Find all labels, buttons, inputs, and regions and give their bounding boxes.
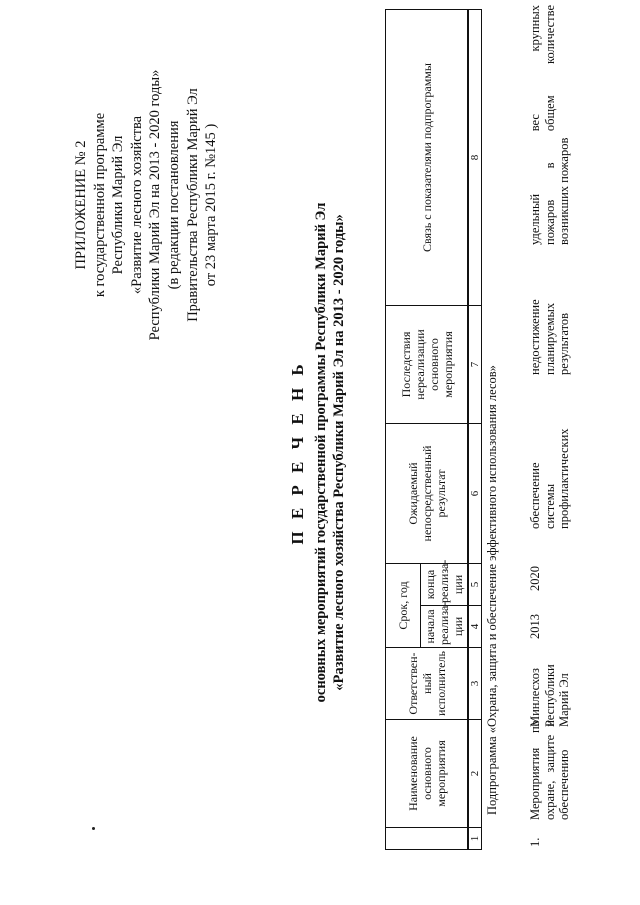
- column-number: 1: [468, 828, 482, 850]
- header-link: Связь с показателями подпрограммы: [386, 10, 469, 306]
- measure-name: [528, 720, 572, 820]
- appendix-line: от 23 марта 2015 г. №145 ): [203, 123, 220, 287]
- consequence-line: недостижение: [528, 299, 542, 375]
- measure-indicator-link: [528, 5, 572, 245]
- measure-start-year: 2013: [528, 614, 542, 639]
- measure-end-year: 2020: [528, 566, 542, 591]
- document-subtitle-line1: основных мероприятий государственной программы Республики Марий Эл: [313, 202, 329, 703]
- link-line: пожаров в общем количестве: [542, 5, 557, 245]
- appendix-block: [72, 25, 221, 385]
- header-result: Ожидаемый непосредственный результат: [386, 424, 469, 564]
- subprogram-heading: Подпрограмма «Охрана, защита и обеспечение эффективного использования лесов»: [485, 365, 499, 815]
- appendix-line: ПРИЛОЖЕНИЕ № 2: [73, 140, 89, 270]
- measure-executor: [528, 647, 572, 727]
- executor-line: Минлесхоз: [528, 668, 542, 727]
- appendix-line: Республики Марий Эл на 2013 - 2020 годы»: [147, 69, 164, 341]
- executor-line: Республики: [542, 664, 557, 727]
- appendix-line: Правительства Республики Марий Эл: [184, 88, 201, 322]
- document-title: П Е Р Е Ч Е Н Ь: [288, 360, 307, 545]
- appendix-line: к государственной программе: [91, 112, 108, 298]
- measure-name-line: обеспечению: [557, 749, 571, 820]
- appendix-line: (в редакции постановления: [165, 120, 182, 290]
- consequence-line: результатов: [557, 312, 571, 375]
- header-term: Срок, год: [386, 564, 421, 648]
- column-number: 3: [468, 648, 482, 720]
- column-number: 7: [468, 306, 482, 424]
- row-number: 1.: [528, 837, 542, 847]
- link-line: удельный вес крупных: [528, 5, 542, 245]
- header-executor: Ответствен-ный исполнитель: [386, 648, 469, 720]
- header-name: Наименование основного мероприятия: [386, 720, 469, 828]
- result-line: системы: [542, 483, 557, 529]
- header-start: начала реализа-ции: [421, 606, 469, 648]
- result-line: профилактических: [557, 428, 571, 529]
- appendix-line: «Развитие лесного хозяйства: [128, 115, 145, 295]
- measure-name-line: Мероприятия по: [528, 720, 542, 820]
- consequence-line: планируемых: [542, 302, 557, 375]
- scan-speck: [92, 827, 95, 830]
- result-line: обеспечение: [528, 462, 542, 529]
- measures-table: [385, 9, 482, 850]
- measure-consequence: [528, 265, 572, 375]
- column-number: 8: [468, 10, 482, 306]
- header-number-cell: [386, 828, 469, 850]
- measure-name-line: охране, защите и: [542, 720, 557, 820]
- header-consequence: Последствия нереализации основного мероприятия: [386, 306, 469, 424]
- column-number: 2: [468, 720, 482, 828]
- column-number: 6: [468, 424, 482, 564]
- measure-result: [528, 419, 572, 529]
- column-number: 4: [468, 606, 482, 648]
- appendix-line: Республики Марий Эл: [110, 135, 127, 275]
- document-subtitle-line2: «Развитие лесного хозяйства Республики Марий Эл на 2013 - 2020 годы»: [331, 214, 347, 691]
- column-number: 5: [468, 564, 482, 606]
- executor-line: Марий Эл: [557, 673, 571, 727]
- header-end: конца реализа-ции: [421, 564, 469, 606]
- link-line: возникших пожаров: [557, 137, 571, 245]
